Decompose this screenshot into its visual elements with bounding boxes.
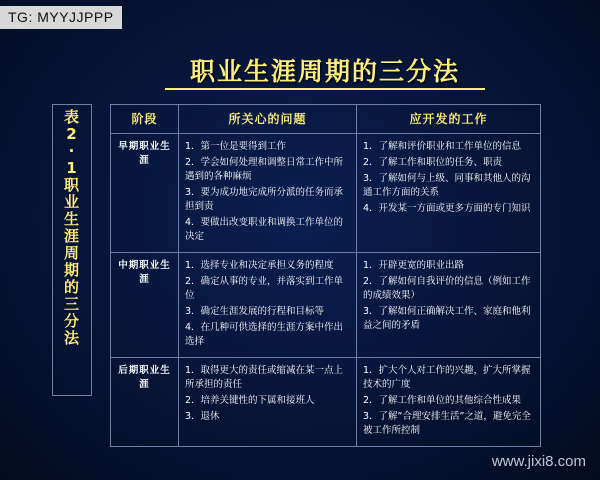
side-label-char: 周 [63, 244, 80, 262]
stage-cell: 早期职业生涯 [111, 134, 179, 253]
list-item: 1．取得更大的责任或缩减在某一点上所承担的责任 [185, 365, 344, 390]
side-label-char: 生 [63, 210, 80, 228]
list-item: 2．培养关键性的下属和接班人 [185, 395, 315, 406]
column-header-stage: 阶段 [111, 105, 179, 134]
list-item: 2．学会如何处理和调整日常工作中所遇到的各种麻烦 [185, 157, 344, 182]
list-item: 4．开发某一方面或更多方面的专门知识 [363, 203, 531, 214]
list-item: 3．退休 [185, 411, 220, 422]
side-label-char: 职 [63, 176, 80, 194]
list-item: 4．要做出改变职业和调换工作单位的决定 [185, 217, 344, 242]
title-underline [165, 88, 485, 90]
side-label-char: 业 [63, 193, 80, 211]
list-item: 4．在几种可供选择的生涯方案中作出选择 [185, 322, 344, 347]
list-item: 1．第一位是要得到工作 [185, 141, 287, 152]
develop-cell [357, 358, 541, 447]
concerns-cell [179, 134, 357, 253]
list-item: 1．选择专业和决定承担义务的程度 [185, 260, 334, 271]
site-watermark: www.jixi8.com [491, 453, 586, 470]
concerns-cell [179, 358, 357, 447]
side-label-char: 法 [63, 329, 80, 347]
side-label-char: 期 [63, 261, 80, 279]
side-label-char: 的 [63, 278, 80, 296]
list-item: 3．了解如何正确解决工作、家庭和他利益之间的矛盾 [363, 306, 531, 331]
list-item: 2．了解如何自我评价的信息（例如工作的成绩效果） [363, 276, 531, 301]
side-label-char: 1 [66, 159, 78, 177]
side-label-char: 涯 [63, 227, 80, 245]
list-item: 1．了解和评价职业和工作单位的信息 [363, 141, 522, 152]
side-label-char: 三 [63, 295, 80, 313]
career-stages-table [110, 104, 541, 447]
concerns-cell [179, 253, 357, 358]
tg-badge: TG: MYYJJPPP [0, 6, 122, 29]
develop-cell [357, 253, 541, 358]
list-item: 3．确定生涯发展的行程和目标等 [185, 306, 325, 317]
side-label-char: 分 [63, 312, 80, 330]
side-table-label [52, 104, 92, 396]
side-label-char: 2 [66, 125, 78, 143]
list-item: 2．了解工作和单位的其他综合性成果 [363, 395, 522, 406]
list-item: 3．了解“合理安排生活”之道，避免完全被工作所控制 [363, 411, 531, 436]
side-label-char: · [68, 142, 76, 160]
table-row [111, 358, 541, 447]
list-item: 2．了解工作和职位的任务、职责 [363, 157, 503, 168]
list-item: 1．开辟更宽的职业出路 [363, 260, 465, 271]
side-label-char: 表 [63, 108, 80, 126]
table-row [111, 134, 541, 253]
table-header-row [111, 105, 541, 134]
page-title: 职业生涯周期的三分法 [189, 57, 460, 86]
stage-cell: 后期职业生涯 [111, 358, 179, 447]
stage-cell: 中期职业生涯 [111, 253, 179, 358]
list-item: 1．扩大个人对工作的兴趣，扩大所掌握技术的广度 [363, 365, 531, 390]
list-item: 3．要为成功地完成所分派的任务而承担到责 [185, 187, 344, 212]
column-header-concerns: 所关心的问题 [179, 105, 357, 134]
table-row [111, 253, 541, 358]
list-item: 2．确定从事的专业，并落实到工作单位 [185, 276, 344, 301]
column-header-develop: 应开发的工作 [357, 105, 541, 134]
list-item: 3．了解如何与上级、同事和其他人的沟通工作方面的关系 [363, 173, 531, 198]
develop-cell [357, 134, 541, 253]
